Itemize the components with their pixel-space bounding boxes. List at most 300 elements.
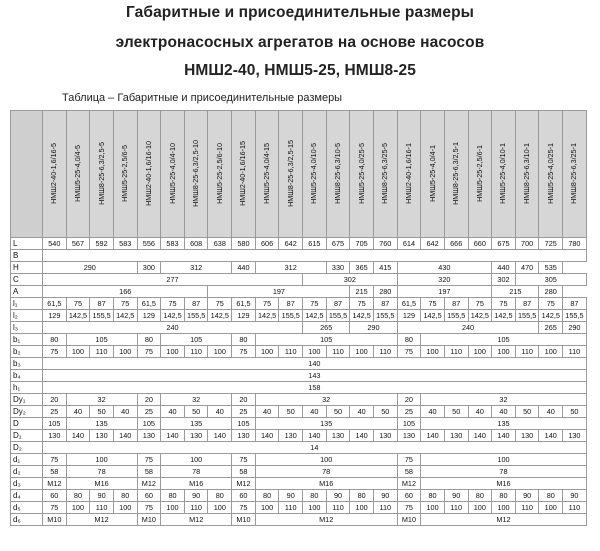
table-cell: 87: [563, 298, 587, 310]
table-cell: 130: [444, 430, 468, 442]
table-cell: 155,5: [279, 310, 303, 322]
table-cell: 20: [232, 394, 256, 406]
table-cell: 140: [421, 430, 445, 442]
table-cell: 240: [43, 322, 303, 334]
table-cell: 302: [492, 274, 516, 286]
table-cell: 215: [350, 286, 374, 298]
column-header-label: НМШ5-25-2,5/6-5: [120, 144, 130, 202]
column-header-label: НМШ5-25-2,5/6-10: [214, 142, 224, 204]
table-cell: 140: [113, 430, 137, 442]
table-cell: 130: [326, 430, 350, 442]
column-header: [161, 111, 185, 238]
table-cell: 78: [255, 466, 397, 478]
table-cell: 365: [350, 262, 374, 274]
column-header: [43, 111, 67, 238]
table-cell: M16: [66, 478, 137, 490]
table-cell: 100: [421, 346, 445, 358]
table-cell: 100: [255, 454, 397, 466]
title-line-1: Габаритные и присоединительные размеры: [126, 4, 474, 21]
table-cell: 100: [161, 454, 232, 466]
column-header-label: НМШ2-40-1,6/16-15: [238, 140, 248, 206]
table-cell: 87: [444, 298, 468, 310]
table-cell: 90: [279, 490, 303, 502]
table-cell: 592: [90, 238, 114, 250]
column-header: [539, 111, 563, 238]
table-cell: 50: [515, 406, 539, 418]
table-row: [11, 274, 587, 286]
table-cell: 110: [444, 346, 468, 358]
column-header: [350, 111, 374, 238]
table-cell: 129: [137, 310, 161, 322]
table-cell: 140: [303, 430, 327, 442]
table-cell: 158: [43, 382, 587, 394]
table-cell: 100: [539, 346, 563, 358]
table-cell: 290: [43, 262, 138, 274]
table-cell: 75: [421, 298, 445, 310]
table-cell: 100: [255, 346, 279, 358]
table-cell: 130: [397, 430, 421, 442]
table-cell: 760: [373, 238, 397, 250]
table-cell: 61,5: [43, 298, 67, 310]
table-cell: 105: [232, 418, 256, 430]
table-cell: 50: [563, 406, 587, 418]
column-header-label: НМШ8-25-6,3/25-5: [380, 142, 390, 204]
table-cell: 75: [43, 454, 67, 466]
row-label: d₄: [11, 490, 43, 502]
table-cell: 140: [208, 430, 232, 442]
table-cell: 90: [515, 490, 539, 502]
table-cell: [43, 250, 587, 262]
table-cell: 130: [563, 430, 587, 442]
table-cell: 80: [232, 334, 256, 346]
table-cell: 14: [43, 442, 587, 454]
table-cell: 90: [90, 490, 114, 502]
table-cell: 40: [161, 406, 185, 418]
table-cell: 80: [66, 490, 90, 502]
table-cell: 110: [279, 502, 303, 514]
table-cell: 440: [232, 262, 256, 274]
table-cell: 105: [43, 418, 67, 430]
table-cell: 100: [539, 502, 563, 514]
column-header: [255, 111, 279, 238]
table-cell: 87: [373, 298, 397, 310]
table-cell: 675: [492, 238, 516, 250]
table-cell: 197: [397, 286, 492, 298]
table-cell: 155,5: [563, 310, 587, 322]
column-header: [184, 111, 208, 238]
table-cell: 40: [208, 406, 232, 418]
table-cell: 87: [326, 298, 350, 310]
table-cell: 110: [563, 502, 587, 514]
table-cell: 615: [303, 238, 327, 250]
table-cell: 535: [539, 262, 563, 274]
table-cell: 100: [255, 502, 279, 514]
table-cell: 105: [66, 334, 137, 346]
table-cell: 705: [350, 238, 374, 250]
table-cell: 80: [255, 490, 279, 502]
column-header: [373, 111, 397, 238]
table-cell: 725: [539, 238, 563, 250]
row-label: D₂: [11, 442, 43, 454]
table-cell: 330: [326, 262, 350, 274]
table-cell: 50: [326, 406, 350, 418]
table-cell: 58: [397, 466, 421, 478]
table-cell: 80: [137, 334, 161, 346]
table-cell: 638: [208, 238, 232, 250]
column-header-label: НМШ5-25-4,0/10-1: [498, 142, 508, 204]
column-header: [468, 111, 492, 238]
table-cell: 100: [492, 502, 516, 514]
table-cell: 32: [161, 394, 232, 406]
table-cell: 58: [232, 466, 256, 478]
table-row: [11, 262, 587, 274]
table-cell: 78: [161, 466, 232, 478]
row-label: Dy₁: [11, 394, 43, 406]
table-cell: 75: [43, 346, 67, 358]
table-cell: 80: [208, 490, 232, 502]
table-cell: 312: [161, 262, 232, 274]
row-label: C: [11, 274, 43, 286]
table-cell: M12: [43, 478, 67, 490]
table-cell: 110: [184, 346, 208, 358]
table-cell: 110: [515, 346, 539, 358]
table-cell: 87: [515, 298, 539, 310]
table-cell: 75: [492, 298, 516, 310]
table-cell: 75: [137, 346, 161, 358]
table-cell: 110: [90, 346, 114, 358]
table-row: [11, 394, 587, 406]
table-cell: 130: [43, 430, 67, 442]
table-row: [11, 370, 587, 382]
table-cell: 32: [421, 394, 586, 406]
table-cell: 75: [468, 298, 492, 310]
column-header: [66, 111, 90, 238]
table-cell: 105: [421, 334, 586, 346]
table-row: [11, 358, 587, 370]
table-cell: 58: [137, 466, 161, 478]
column-header: [515, 111, 539, 238]
table-cell: 142,5: [303, 310, 327, 322]
table-cell: 60: [43, 490, 67, 502]
table-cell: 110: [326, 346, 350, 358]
table-row: [11, 478, 587, 490]
table-cell: 700: [515, 238, 539, 250]
table-cell: 100: [161, 346, 185, 358]
table-cell: 40: [350, 406, 374, 418]
table-cell: 142,5: [66, 310, 90, 322]
table-cell: 280: [539, 286, 563, 298]
row-label: l₁: [11, 298, 43, 310]
table-cell: 155,5: [90, 310, 114, 322]
table-cell: 20: [137, 394, 161, 406]
table-row: [11, 250, 587, 262]
table-cell: 75: [350, 298, 374, 310]
table-cell: M12: [161, 514, 232, 526]
table-cell: 20: [397, 394, 421, 406]
table-cell: 100: [303, 502, 327, 514]
row-label: d₂: [11, 466, 43, 478]
column-header-label: НМШ8-25-6,3/10-1: [522, 142, 532, 204]
row-label: b₄: [11, 370, 43, 382]
table-cell: 100: [113, 502, 137, 514]
table-cell: 100: [303, 346, 327, 358]
table-cell: 142,5: [208, 310, 232, 322]
title-line-3: НМШ2-40, НМШ5-25, НМШ8-25: [184, 62, 416, 79]
column-header-label: НМШ2-40-1,6/16-5: [49, 142, 59, 204]
table-cell: 470: [515, 262, 539, 274]
table-cell: 25: [232, 406, 256, 418]
table-cell: 61,5: [232, 298, 256, 310]
table-cell: 100: [66, 346, 90, 358]
table-cell: M12: [66, 514, 137, 526]
table-cell: M10: [232, 514, 256, 526]
table-cell: 130: [232, 430, 256, 442]
column-header: [563, 111, 587, 238]
row-label: l₂: [11, 310, 43, 322]
table-cell: 80: [350, 490, 374, 502]
table-cell: 142,5: [350, 310, 374, 322]
column-header-label: НМШ5-25-4,0/4-1: [427, 144, 437, 202]
table-cell: 75: [255, 298, 279, 310]
table-cell: 567: [66, 238, 90, 250]
table-cell: M10: [397, 514, 421, 526]
table-cell: 90: [184, 490, 208, 502]
column-header-label: НМШ8-25-6,3/2,5-10: [191, 139, 201, 207]
table-cell: 100: [468, 502, 492, 514]
table-cell: 40: [303, 406, 327, 418]
table-cell: 100: [208, 346, 232, 358]
table-cell: 78: [66, 466, 137, 478]
table-cell: 80: [539, 490, 563, 502]
table-row: [11, 382, 587, 394]
table-cell: 61,5: [397, 298, 421, 310]
table-cell: 300: [137, 262, 161, 274]
table-cell: 87: [279, 298, 303, 310]
column-header-label: НМШ8-25-6,3/25-1: [569, 142, 579, 204]
table-cell: 80: [43, 334, 67, 346]
table-cell: M12: [421, 514, 586, 526]
table-cell: 580: [232, 238, 256, 250]
row-label: H: [11, 262, 43, 274]
title-line-2: электронасосных агрегатов на основе насосов: [115, 34, 485, 51]
table-row: [11, 310, 587, 322]
header-corner-cell: [11, 111, 43, 238]
table-cell: 87: [90, 298, 114, 310]
table-cell: 140: [43, 358, 587, 370]
row-label: b₂: [11, 346, 43, 358]
column-header-label: НМШ5-25-4,0/25-1: [545, 142, 555, 204]
table-cell: 440: [492, 262, 516, 274]
table-cell: 155,5: [515, 310, 539, 322]
table-cell: 100: [468, 346, 492, 358]
column-header: [90, 111, 114, 238]
table-cell: 140: [66, 430, 90, 442]
table-cell: 110: [279, 346, 303, 358]
table-cell: 100: [161, 502, 185, 514]
table-cell: 290: [563, 322, 587, 334]
table-cell: 40: [255, 406, 279, 418]
table-cell: 40: [421, 406, 445, 418]
table-cell: 100: [208, 502, 232, 514]
table-cell: 540: [43, 238, 67, 250]
row-label: d₃: [11, 478, 43, 490]
table-cell: 75: [137, 502, 161, 514]
table-cell: 105: [161, 334, 232, 346]
table-cell: 130: [373, 430, 397, 442]
table-cell: M12: [137, 478, 161, 490]
table-cell: 140: [350, 430, 374, 442]
table-cell: 320: [397, 274, 492, 286]
column-header: [444, 111, 468, 238]
table-row: [11, 430, 587, 442]
table-cell: 80: [303, 490, 327, 502]
table-cell: 142,5: [113, 310, 137, 322]
table-cell: 130: [515, 430, 539, 442]
table-cell: 140: [539, 430, 563, 442]
table-cell: 140: [161, 430, 185, 442]
column-header: [492, 111, 516, 238]
table-cell: 675: [326, 238, 350, 250]
table-cell: 140: [468, 430, 492, 442]
table-cell: 50: [373, 406, 397, 418]
table-cell: 135: [161, 418, 232, 430]
table-cell: 75: [232, 346, 256, 358]
table-cell: 40: [66, 406, 90, 418]
table-cell: 305: [515, 274, 586, 286]
table-cell: 110: [373, 502, 397, 514]
table-cell: 50: [184, 406, 208, 418]
column-header-label: НМШ8-25-6,3/2,5-1: [451, 141, 461, 205]
table-cell: 75: [161, 298, 185, 310]
table-cell: 32: [255, 394, 397, 406]
header-row: [11, 111, 587, 238]
table-cell: 142,5: [539, 310, 563, 322]
table-cell: 197: [208, 286, 350, 298]
table-cell: 75: [66, 298, 90, 310]
table-cell: 110: [326, 502, 350, 514]
table-cell: 608: [184, 238, 208, 250]
table-cell: 75: [208, 298, 232, 310]
table-cell: 155,5: [326, 310, 350, 322]
table-cell: 40: [468, 406, 492, 418]
table-cell: 129: [232, 310, 256, 322]
table-cell: 129: [43, 310, 67, 322]
table-row: [11, 286, 587, 298]
table-cell: 60: [397, 490, 421, 502]
table-cell: 142,5: [161, 310, 185, 322]
table-cell: 130: [184, 430, 208, 442]
table-cell: 265: [539, 322, 563, 334]
row-label: d₅: [11, 502, 43, 514]
column-header: [326, 111, 350, 238]
table-row: [11, 490, 587, 502]
table-cell: 90: [563, 490, 587, 502]
column-header-label: НМШ5-25-4,0/4-5: [72, 144, 82, 202]
table-cell: 110: [515, 502, 539, 514]
table-cell: M16: [421, 478, 586, 490]
dimensions-table: [10, 110, 587, 526]
table-cell: 155,5: [373, 310, 397, 322]
column-header: [397, 111, 421, 238]
table-cell: 130: [90, 430, 114, 442]
table-cell: 61,5: [137, 298, 161, 310]
row-label: A: [11, 286, 43, 298]
column-header-label: НМШ5-25-4,0/4-15: [262, 142, 272, 204]
table-cell: 140: [255, 430, 279, 442]
table-row: [11, 238, 587, 250]
table-row: [11, 346, 587, 358]
table-cell: 130: [279, 430, 303, 442]
table-cell: 606: [255, 238, 279, 250]
table-cell: 583: [113, 238, 137, 250]
table-caption: Таблица – Габаритные и присоединительные размеры: [62, 92, 343, 104]
column-header-label: НМШ5-25-2,5/6-1: [474, 144, 484, 202]
table-row: [11, 418, 587, 430]
table-cell: 155,5: [444, 310, 468, 322]
table-row: [11, 466, 587, 478]
table-cell: M10: [137, 514, 161, 526]
table-cell: 75: [397, 502, 421, 514]
table-cell: 75: [232, 454, 256, 466]
column-header: [279, 111, 303, 238]
row-label: D: [11, 418, 43, 430]
row-label: B: [11, 250, 43, 262]
table-cell: 78: [421, 466, 586, 478]
table-cell: 155,5: [184, 310, 208, 322]
row-label: Dy₂: [11, 406, 43, 418]
table-cell: 135: [421, 418, 586, 430]
table-cell: 50: [90, 406, 114, 418]
table-cell: 280: [373, 286, 397, 298]
row-label: d₁: [11, 454, 43, 466]
table-cell: 780: [563, 238, 587, 250]
table-cell: 75: [539, 298, 563, 310]
table-cell: M12: [397, 478, 421, 490]
table-cell: 100: [350, 502, 374, 514]
table-cell: 40: [539, 406, 563, 418]
table-cell: 129: [397, 310, 421, 322]
table-cell: 135: [255, 418, 397, 430]
table-cell: 660: [468, 238, 492, 250]
table-row: [11, 442, 587, 454]
table-row: [11, 322, 587, 334]
table-cell: 87: [184, 298, 208, 310]
row-label: D₁: [11, 430, 43, 442]
table-cell: 143: [43, 370, 587, 382]
table-cell: 130: [137, 430, 161, 442]
table-cell: M12: [232, 478, 256, 490]
table-cell: 80: [397, 334, 421, 346]
table-cell: 105: [397, 418, 421, 430]
table-cell: 100: [66, 454, 137, 466]
column-header-label: НМШ2-40-1,6/16-1: [403, 142, 413, 204]
table-cell: 32: [66, 394, 137, 406]
table-cell: 90: [326, 490, 350, 502]
column-header-label: НМШ8-25-6,3/2,5-15: [285, 139, 295, 207]
column-header-label: НМШ8-25-6,3/10-5: [333, 142, 342, 204]
table-cell: 100: [421, 454, 586, 466]
table-cell: 302: [303, 274, 398, 286]
table-cell: 80: [492, 490, 516, 502]
table-cell: 90: [373, 490, 397, 502]
table-cell: 415: [373, 262, 397, 274]
table-cell: 142,5: [492, 310, 516, 322]
row-label: h₁: [11, 382, 43, 394]
table-cell: 80: [421, 490, 445, 502]
table-cell: 215: [492, 286, 539, 298]
table-cell: 556: [137, 238, 161, 250]
table-cell: 166: [43, 286, 208, 298]
